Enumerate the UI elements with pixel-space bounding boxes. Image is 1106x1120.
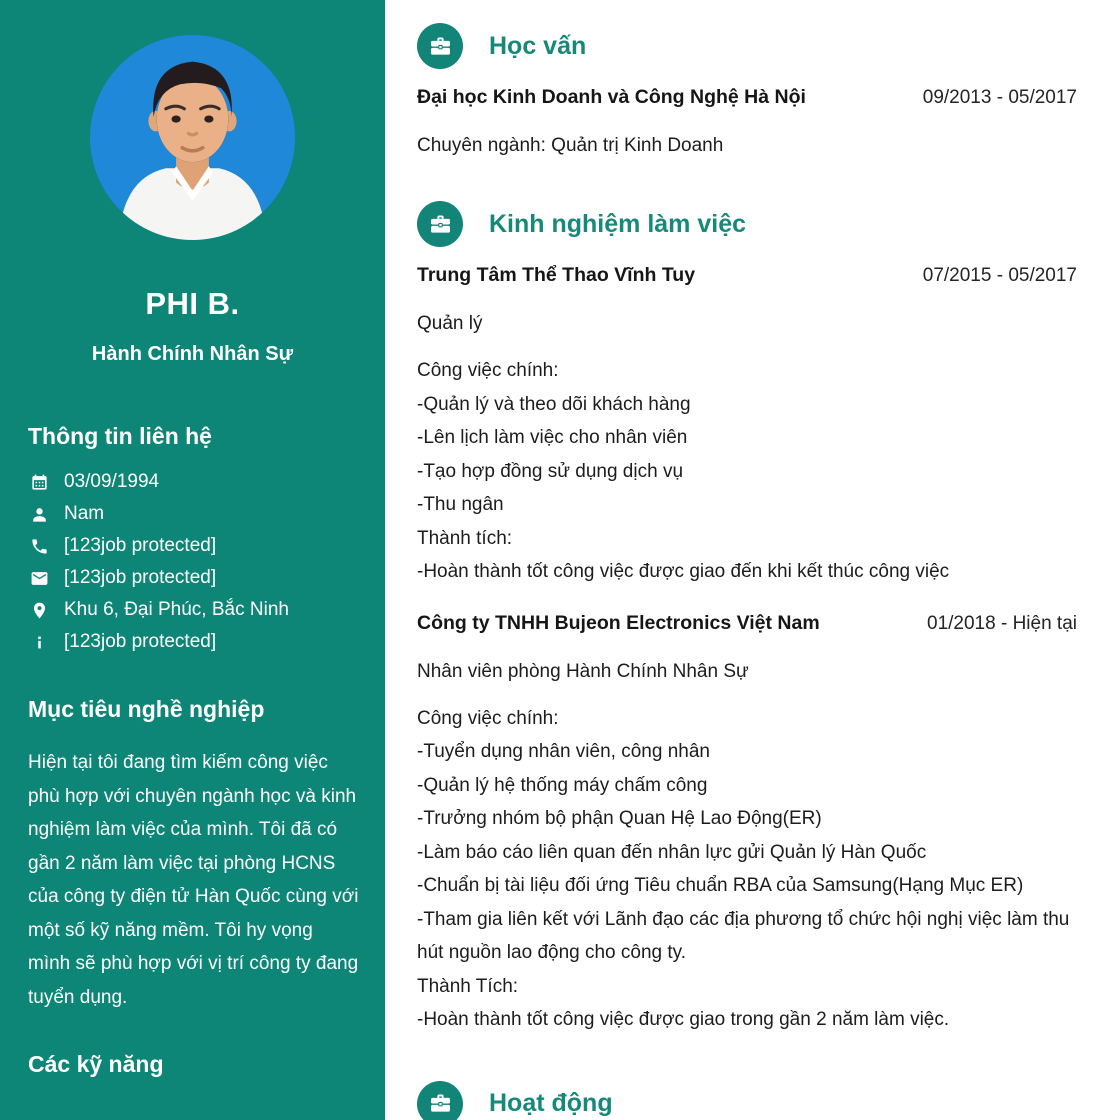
contact-item-info	[30, 631, 361, 653]
entry-major: Chuyên ngành: Quản trị Kinh Doanh	[417, 135, 724, 156]
section-header	[417, 201, 1077, 247]
detail-line: -Tham gia liên kết với Lãnh đạo các địa phương tổ chức hội nghị việc làm thu hút nguồn lao động cho công ty.	[417, 908, 1070, 963]
user-icon	[30, 505, 49, 524]
contact-text: [123job protected]	[64, 535, 217, 556]
detail-line: -Hoàn thành tốt công việc được giao trong gần 2 năm làm việc.	[417, 1009, 950, 1030]
section-activities	[417, 1081, 1077, 1120]
envelope-icon	[30, 569, 49, 588]
candidate-job-title: Hành Chính Nhân Sự	[91, 343, 294, 365]
sidebar	[0, 0, 385, 1120]
detail-line: Thành Tích:	[417, 975, 519, 997]
contact-text: Khu 6, Đại Phúc, Bắc Ninh	[64, 599, 289, 620]
section-title: Hoạt động	[489, 1089, 613, 1117]
contact-text: Nam	[64, 503, 105, 524]
avatar-illustration	[90, 35, 295, 240]
entry-name: Đại học Kinh Doanh và Công Nghệ Hà Nội	[417, 86, 806, 108]
detail-line: -Làm báo cáo liên quan đến nhân lực gửi Quản lý Hàn Quốc	[417, 841, 927, 863]
entry-head	[417, 264, 1077, 287]
contact-item-address	[30, 599, 361, 621]
entry-role: Nhân viên phòng Hành Chính Nhân Sự	[417, 660, 749, 682]
detail-line: -Hoàn thành tốt công việc được giao đến khi kết thúc công việc	[417, 561, 950, 582]
contact-text: 03/09/1994	[64, 471, 160, 492]
contact-text: [123job protected]	[64, 567, 217, 588]
detail-line: -Thu ngân	[417, 494, 504, 515]
detail-line: Công việc chính:	[417, 360, 559, 381]
entry-role: Quản lý	[417, 313, 483, 334]
contact-text: [123job protected]	[64, 631, 217, 652]
main-content	[385, 0, 1106, 1120]
briefcase-icon	[417, 23, 463, 69]
detail-line: Thành tích:	[417, 527, 513, 549]
detail-line: -Quản lý và theo dõi khách hàng	[417, 393, 691, 415]
section-title: Kinh nghiệm làm việc	[489, 209, 747, 238]
entry-date: 07/2015 - 05/2017	[922, 265, 1077, 286]
detail-line: -Tạo hợp đồng sử dụng dịch vụ	[417, 460, 684, 482]
detail-line: -Quản lý hệ thống máy chấm công	[417, 774, 708, 796]
entry-head	[417, 612, 1077, 635]
skills-heading: Các kỹ năng	[28, 1051, 164, 1077]
entry-date: 09/2013 - 05/2017	[922, 87, 1077, 108]
experience-entry	[417, 264, 1077, 589]
objective-text: Hiện tại tôi đang tìm kiếm công việc phù hợp với chuyên ngành học và kinh nghiệm làm việc của mình. Tôi đã có gần 2 năm làm việc tại phòng HCNS của công ty điện tử Hàn Quốc cùng với một số kỹ năng mềm. Tôi hy vọng mình sẽ phù hợp với vị trí công ty đang tuyển dụng.	[28, 752, 359, 1008]
detail-line: -Tuyển dụng nhân viên, công nhân	[417, 741, 710, 762]
briefcase-icon	[417, 201, 463, 247]
entry-details	[417, 702, 1077, 1037]
candidate-name: PHI B.	[145, 286, 240, 321]
location-icon	[30, 601, 49, 620]
contact-item-birthday	[30, 471, 361, 493]
contact-item-gender	[30, 503, 361, 525]
section-title: Học vấn	[489, 31, 587, 60]
detail-line: -Chuẩn bị tài liệu đối ứng Tiêu chuẩn RBA của Samsung(Hạng Mục ER)	[417, 875, 1024, 896]
entry-name: Trung Tâm Thể Thao Vĩnh Tuy	[417, 264, 696, 286]
contact-item-phone	[30, 535, 361, 557]
profile-photo	[90, 35, 295, 240]
experience-entry	[417, 612, 1077, 1037]
education-entry	[417, 86, 1077, 157]
objective-heading: Mục tiêu nghề nghiệp	[28, 696, 265, 722]
info-icon	[30, 633, 49, 652]
entry-details	[417, 354, 1077, 589]
entry-date: 01/2018 - Hiện tại	[927, 612, 1077, 634]
contact-item-email	[30, 567, 361, 589]
detail-line: Công việc chính:	[417, 707, 559, 729]
entry-head	[417, 86, 1077, 109]
detail-line: -Trưởng nhóm bộ phận Quan Hệ Lao Động(ER)	[417, 808, 822, 829]
briefcase-icon	[417, 1081, 463, 1120]
section-header	[417, 23, 1077, 69]
phone-icon	[30, 537, 49, 556]
section-education	[417, 23, 1077, 157]
contact-list	[0, 471, 385, 653]
section-experience	[417, 201, 1077, 1037]
contact-heading: Thông tin liên hệ	[28, 423, 212, 449]
detail-line: -Lên lịch làm việc cho nhân viên	[417, 427, 688, 448]
calendar-icon	[30, 473, 49, 492]
section-header	[417, 1081, 1077, 1120]
entry-name: Công ty TNHH Bujeon Electronics Việt Nam	[417, 611, 820, 634]
